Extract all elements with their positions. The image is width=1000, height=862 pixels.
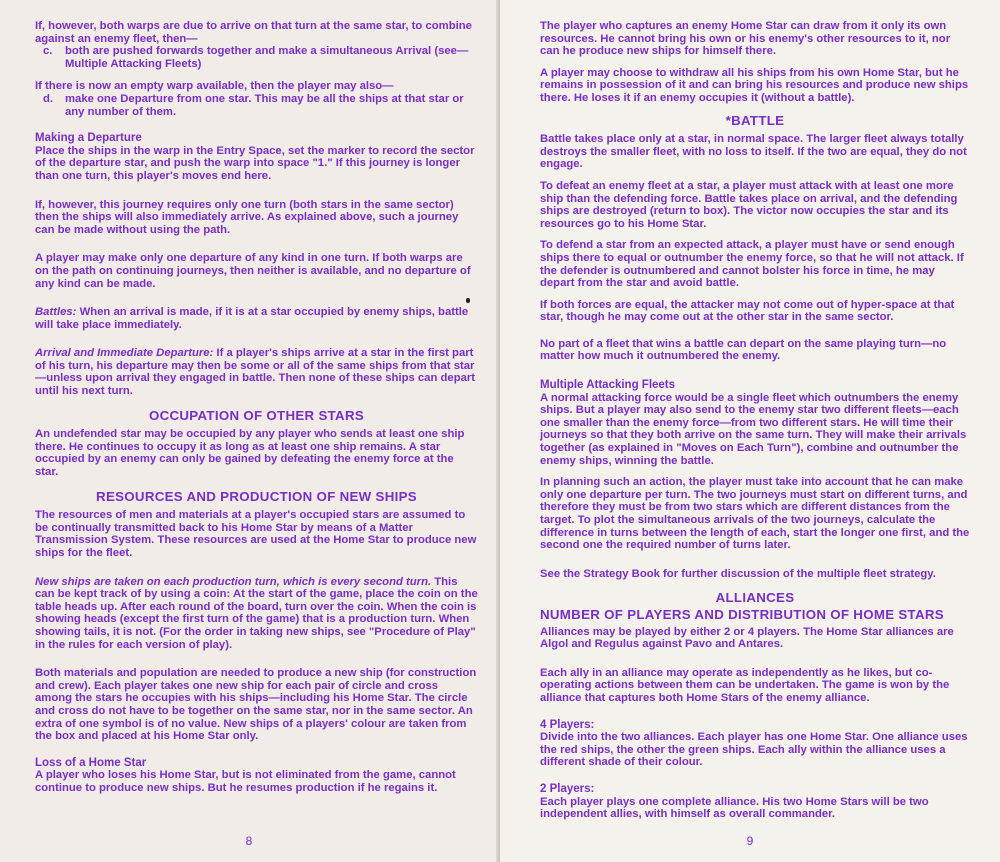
page-left: [0, 0, 498, 862]
list-item-d: [35, 93, 478, 118]
paragraph: Place the ships in the warp in the Entry Space, set the marker to record the sector of the departure star, and push the warp into space "1." If this journey is longer than one turn, this player's moves end here.: [35, 144, 475, 182]
paragraph: To defend a star from an expected attack, a player must have or send enough ships there to equal or outnumber the enemy force, so that he will not attack. If the defender is outnumbered and cannot bolster his force in time, he may depart from the star and avoid battle.: [540, 239, 964, 290]
paragraph: Divide into the two alliances. Each player has one Home Star. One alliance uses the red ships, the other the green ships. Each ally within the alliance uses a different shade of their colour.: [540, 731, 968, 769]
paragraph: See the Strategy Book for further discussion of the multiple fleet strategy.: [540, 567, 936, 580]
list-marker: d.: [43, 92, 54, 105]
page-number: 8: [245, 834, 253, 849]
production-paragraph: [35, 576, 478, 652]
section-heading-making-departure: Making a Departure: [35, 132, 142, 145]
section-heading-number-of-players: NUMBER OF PLAYERS AND DISTRIBUTION OF HOME STARS: [540, 606, 944, 622]
paragraph: If, however, this journey requires only one turn (both stars in the same sector) then the ships will also immediately arrive. As explained above, such a journey can be made without using the path.: [35, 198, 459, 236]
section-heading-occupation: OCCUPATION OF OTHER STARS: [148, 407, 365, 423]
paragraph: Both materials and population are needed to produce a new ship (for construction and crew). Each player takes one new ship for each pair of circle and cross among the stars he occupies with his ships—including his Home Star. The circle and cross do not have to be together on the same star, nor in the same sector. An extra of one symbol is of no value. New ships of a players' colour are taken from the box and placed at his Home Star only.: [35, 667, 477, 743]
arrival-text: If a player's ships arrive at a star in the first part of his turn, his departure may then be some or all of the same ships from that star—unless upon arrival they engaged in battle. Then none of these ships can depart until his next turn.: [35, 347, 476, 398]
section-heading-loss-home-star: Loss of a Home Star: [35, 756, 147, 769]
list-text: make one Departure from one star. This may be all the ships at that star or any number of them.: [65, 92, 464, 118]
list-marker: c.: [43, 45, 53, 58]
paragraph: The player who captures an enemy Home Star can draw from it only its own resources. He cannot bring his own or his enemy's other resources to it, nor can he produce new ships for himself there.: [540, 20, 951, 58]
ink-speck: [466, 298, 470, 303]
list-text: both are pushed forwards together and make a simultaneous Arrival (see—Multiple Attacking Fleets): [65, 45, 469, 70]
paragraph: A normal attacking force would be a single fleet which outnumbers the enemy ships. But a player may also send to the enemy star two different fleets—each one smaller than the enemy force—from two different stars. He will time their journeys so that they both arrive on the same turn. They will make their arrivals together (as explained in "Moves on Each Turn"), combine and outnumber the enemy ships, winning the battle.: [540, 391, 967, 467]
page-number: 9: [746, 834, 754, 849]
paragraph: An undefended star may be occupied by any player who sends at least one ship there. He continues to occupy it as long as at least one ship remains. A star occupied by an enemy can only be gained by defeating the enemy force at the star.: [35, 428, 465, 479]
section-heading-alliances: ALLIANCES: [715, 590, 795, 606]
paragraph: Alliances may be played by either 2 or 4 players. The Home Star alliances are Algol and Regulus against Pavo and Antares.: [540, 625, 954, 651]
arrival-paragraph: [35, 347, 478, 397]
paragraph: The resources of men and materials at a player's occupied stars are assumed to be continually transmitted back to his Home Star by means of a Matter Transmission System. These resources are used at the Home Star to produce new ships for the fleet.: [35, 509, 477, 559]
battles-paragraph: [35, 306, 478, 331]
section-heading-resources: RESOURCES AND PRODUCTION OF NEW SHIPS: [96, 488, 417, 504]
paragraph: Battle takes place only at a star, in normal space. The larger fleet always totally destroys the smaller fleet, with no loss to itself. If the two are equal, they do not engage.: [540, 133, 967, 171]
production-text: This can be kept track of by using a coin: At the start of the game, place the coin on the table heads up. After each round of the board, turn over the coin. When the coin is showing heads (except the first turn of the game) that is a production turn. When showing tails, it is not. (For the order in taking new ships, see "Procedure of Play" in the rules for each version of play).: [35, 575, 478, 651]
intro-paragraph: If, however, both warps are due to arrive on that turn at the same star, to combine against an enemy fleet, then—: [35, 20, 472, 45]
paragraph: In planning such an action, the player must take into account that he can make only one departure per turn. The two journeys must start on different turns, and therefore they must be from two stars which are different distances from the target. To plot the simultaneous arrivals of the two journeys, calculate the difference in turns between the length of each, start the longer one first, and the second one the required number of turns later.: [540, 476, 970, 552]
battles-label: Battles:: [35, 306, 77, 319]
list-item-c: [35, 45, 478, 70]
production-rule: New ships are taken on each production turn, which is every second turn.: [35, 575, 432, 588]
four-players-label: 4 Players:: [540, 718, 595, 731]
paragraph: A player may make only one departure of any kind in one turn. If both warps are on the path on continuing journeys, then neither is available, and no departure of any kind can be made.: [35, 252, 471, 290]
arrival-label: Arrival and Immediate Departure:: [35, 347, 214, 360]
battles-text: When an arrival is made, if it is at a star occupied by enemy ships, battle will take place immediately.: [35, 306, 469, 331]
intro-paragraph-2: If there is now an empty warp available, then the player may also—: [35, 80, 394, 93]
paragraph: Each ally in an alliance may operate as independently as he likes, but co-operating actions between them can be undertaken. The game is won by the alliance that captures both Home Stars of the enemy alliance.: [540, 666, 950, 704]
paragraph: To defeat an enemy fleet at a star, a player must attack with at least one more ship than the defending force. Battle takes place on arrival, and the defending ships are destroyed (return to box). The victor now occupies the star and its resources go to his Home Star.: [540, 179, 958, 230]
section-heading-battle: *BATTLE: [725, 112, 785, 128]
page-right: [500, 0, 1000, 862]
paragraph: If both forces are equal, the attacker may not come out of hyper-space at that star, though he may come out at the other star in the same sector.: [540, 298, 955, 324]
paragraph: A player may choose to withdraw all his ships from his own Home Star, but he remains in possession of it and can bring his resources and produce new ships there. He loses it if an enemy occupies it (without a battle).: [540, 66, 969, 104]
two-players-label: 2 Players:: [540, 782, 595, 795]
section-heading-multiple-fleets: Multiple Attacking Fleets: [540, 379, 676, 392]
paragraph: Each player plays one complete alliance. His two Home Stars will be two independent allies, with himself as overall commander.: [540, 795, 929, 821]
paragraph: No part of a fleet that wins a battle can depart on the same playing turn—no matter how much it outnumbered the enemy.: [540, 337, 947, 363]
paragraph: A player who loses his Home Star, but is not eliminated from the game, cannot continue to produce new ships. But he resumes production if he regains it.: [35, 769, 456, 794]
